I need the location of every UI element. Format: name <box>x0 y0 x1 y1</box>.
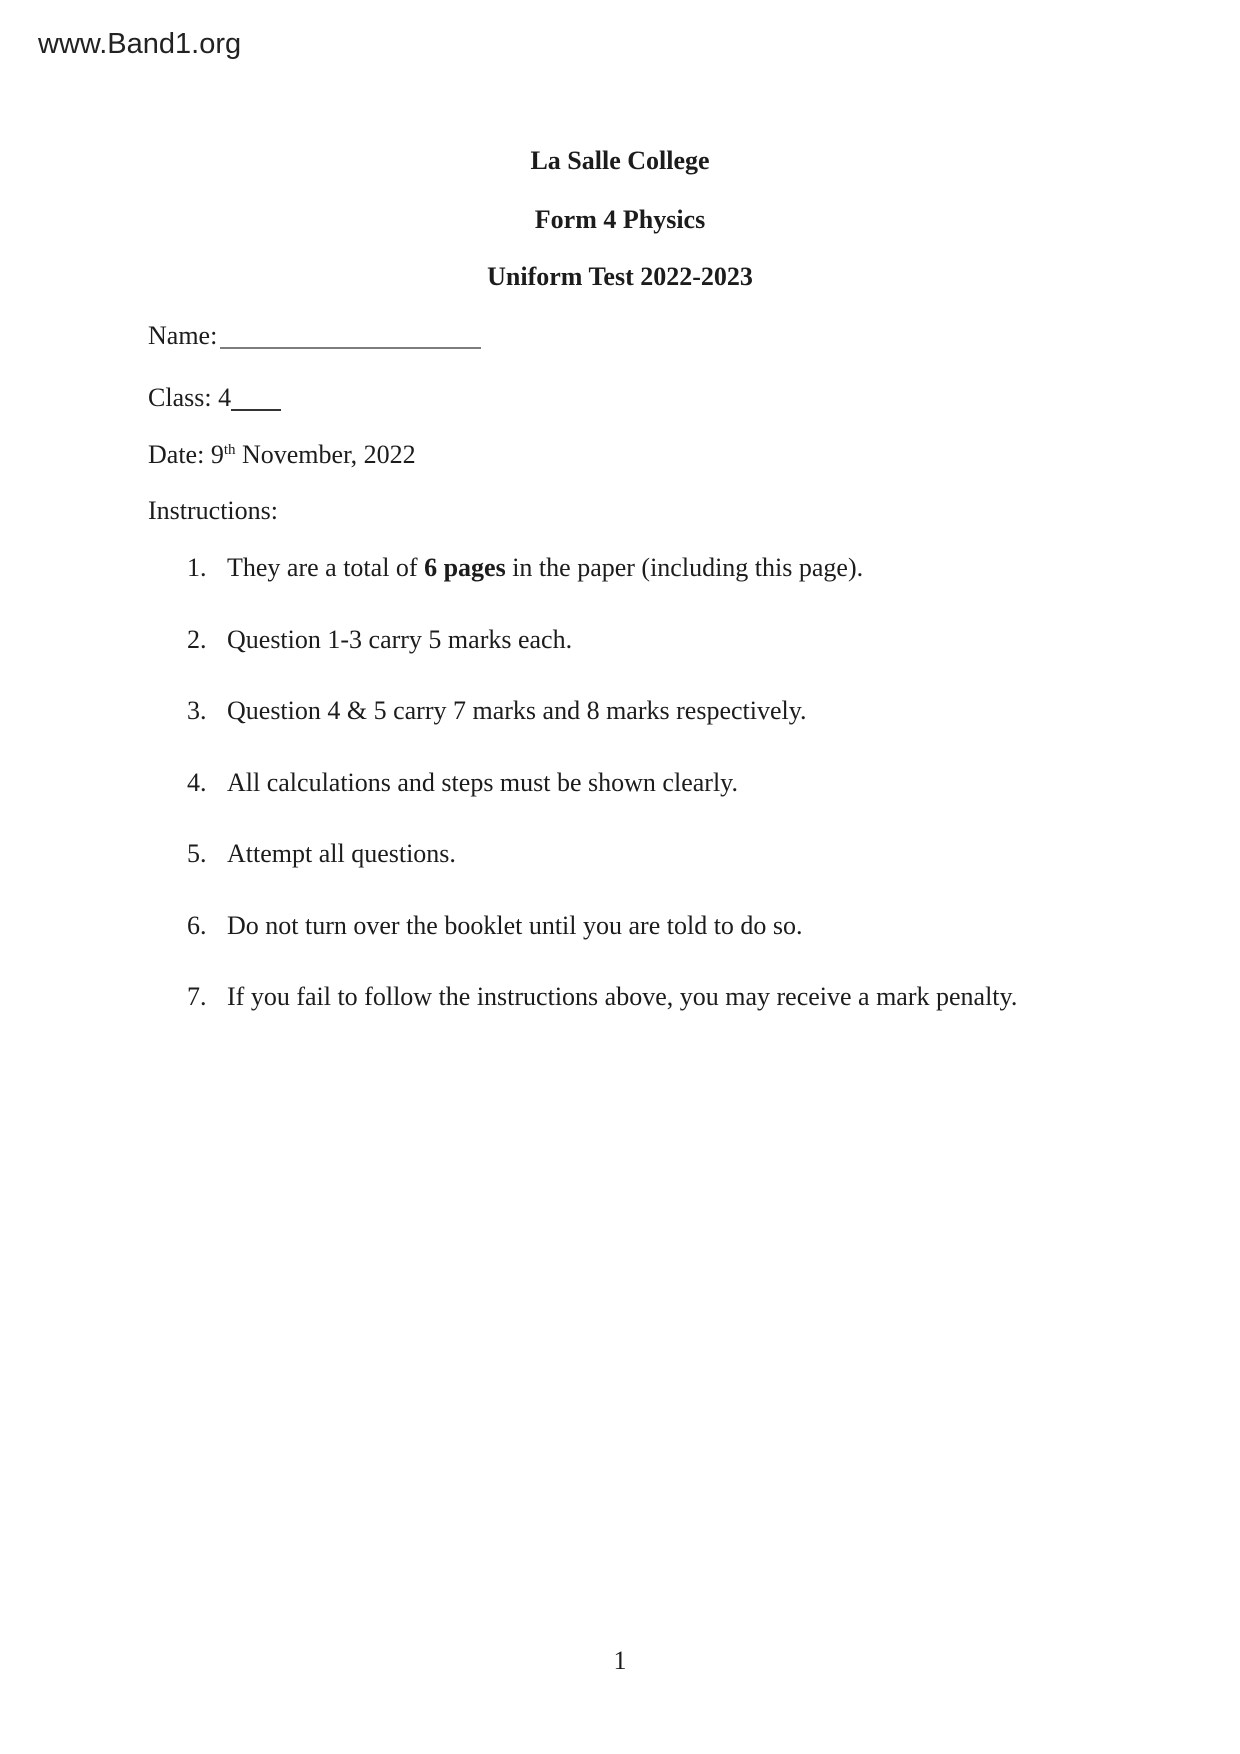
class-value: 4 <box>218 383 232 412</box>
name-blank-line <box>220 345 481 349</box>
instructions-heading: Instructions: <box>148 496 278 525</box>
instruction-item <box>0 910 1240 940</box>
name-label: Name: <box>148 321 218 350</box>
item-number: 5. <box>187 839 207 868</box>
instruction-item <box>0 984 1240 1010</box>
item-text: They are a total of 6 pages in the paper (including this page). <box>227 553 864 582</box>
item-text: Question 4 & 5 carry 7 marks and 8 marks respectively. <box>227 696 807 725</box>
instruction-item <box>0 624 1240 654</box>
date-day: 9 <box>210 440 224 469</box>
item-number: 7. <box>187 982 207 1011</box>
page-number: 1 <box>613 1646 627 1675</box>
item-text: Do not turn over the booklet until you are told to do so. <box>227 910 803 940</box>
class-blank-line <box>231 407 281 411</box>
subject-title: Form 4 Physics <box>534 205 706 234</box>
item-text: Question 1-3 carry 5 marks each. <box>227 624 573 654</box>
item-number: 1. <box>187 553 207 582</box>
date-rest: November, 2022 <box>241 440 416 469</box>
instructions-list <box>0 555 1240 1056</box>
instruction-item <box>0 841 1240 867</box>
class-field <box>148 385 281 411</box>
date-ordinal: th <box>223 442 236 458</box>
test-title: Uniform Test 2022-2023 <box>487 262 753 291</box>
date-label: Date: <box>148 440 205 469</box>
date-field <box>148 442 416 468</box>
item-number: 6. <box>187 910 207 940</box>
class-label: Class: <box>148 383 212 412</box>
item-text: Attempt all questions. <box>227 839 456 868</box>
instruction-item <box>0 698 1240 724</box>
site-watermark: www.Band1.org <box>38 28 242 60</box>
name-field <box>148 323 481 349</box>
item-text: If you fail to follow the instructions above, you may receive a mark penalty. <box>227 982 1018 1011</box>
school-name: La Salle College <box>530 146 710 175</box>
instruction-item <box>0 767 1240 797</box>
instruction-item <box>0 555 1240 581</box>
item-number: 2. <box>187 624 207 654</box>
item-number: 3. <box>187 696 207 725</box>
item-number: 4. <box>187 767 207 797</box>
item-text: All calculations and steps must be shown clearly. <box>227 767 738 797</box>
